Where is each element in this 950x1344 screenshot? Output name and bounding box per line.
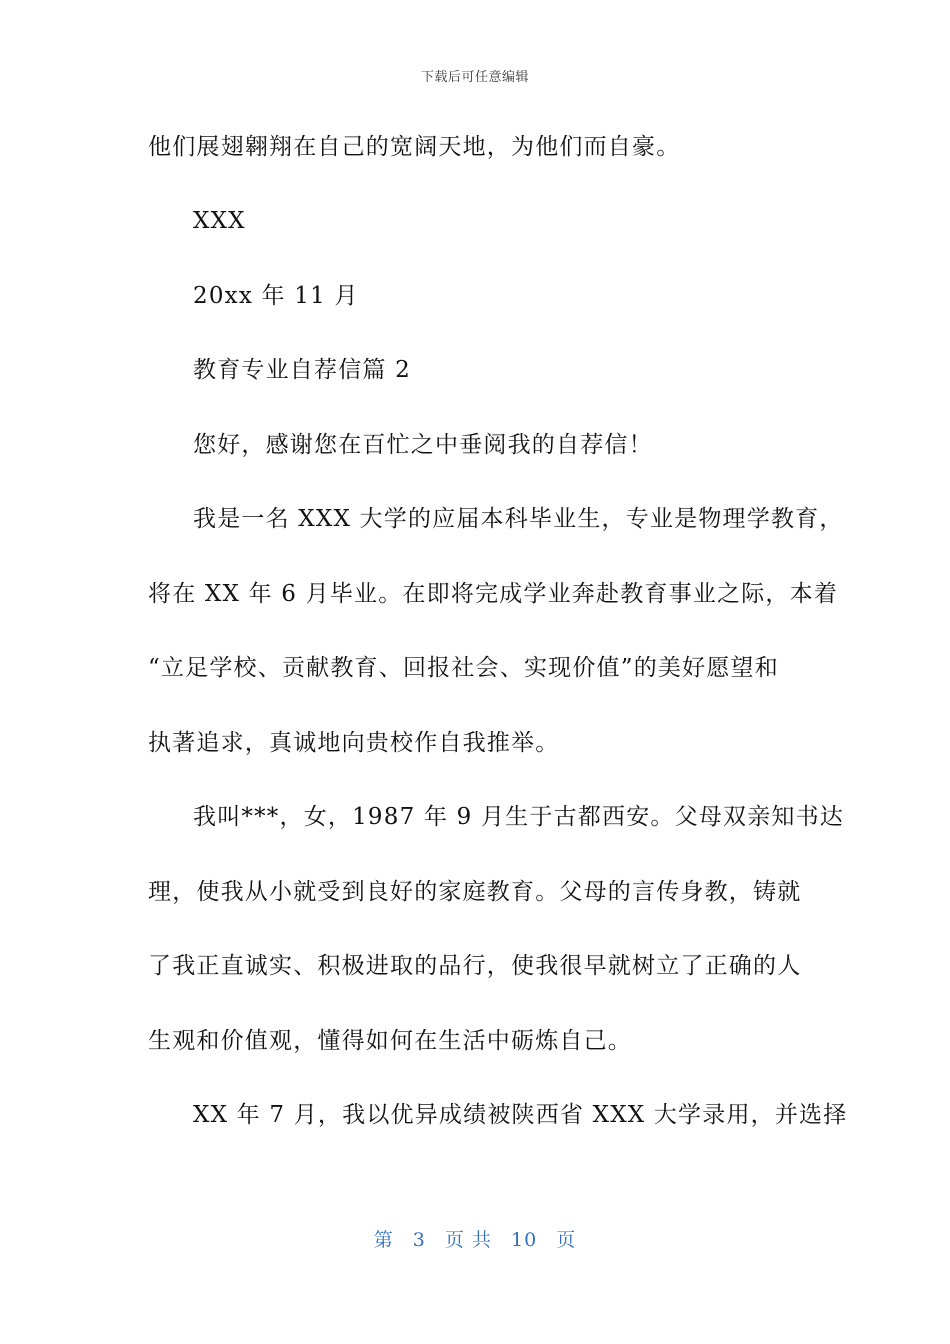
body-line: 我叫***，女，1987 年 9 月生于古都西安。父母双亲知书达	[193, 804, 844, 830]
footer-prefix: 第	[373, 1229, 394, 1251]
footer-suffix: 页	[556, 1229, 577, 1251]
greeting-line: 您好，感谢您在百忙之中垂阅我的自荐信！	[193, 432, 653, 458]
signature-date: 20xx 年 11 月	[193, 283, 359, 309]
body-line: 理，使我从小就受到良好的家庭教育。父母的言传身教，铸就	[148, 879, 802, 905]
body-line: “立足学校、贡献教育、回报社会、实现价值”的美好愿望和	[148, 655, 779, 681]
section-title: 教育专业自荐信篇 2	[193, 357, 411, 383]
header-note: 下载后可任意编辑	[420, 70, 529, 85]
footer-page-number: 3	[412, 1229, 426, 1251]
body-line: 我是一名 XXX 大学的应届本科毕业生，专业是物理学教育，	[193, 506, 844, 532]
body-line: 将在 XX 年 6 月毕业。在即将完成学业奔赴教育事业之际，本着	[148, 581, 839, 607]
body-line: 生观和价值观，懂得如何在生活中砺炼自己。	[148, 1028, 632, 1054]
body-line: XX 年 7 月，我以优异成绩被陕西省 XXX 大学录用，并选择	[193, 1102, 848, 1128]
body-line: 了我正直诚实、积极进取的品行，使我很早就树立了正确的人	[148, 953, 802, 979]
footer-middle: 页 共	[444, 1229, 492, 1251]
page-number-footer	[0, 1225, 950, 1252]
body-line: 执著追求，真诚地向贵校作自我推举。	[148, 730, 560, 756]
signature-name: XXX	[193, 208, 246, 234]
body-line: 他们展翅翱翔在自己的宽阔天地，为他们而自豪。	[148, 134, 681, 160]
footer-total-pages: 10	[511, 1229, 538, 1251]
